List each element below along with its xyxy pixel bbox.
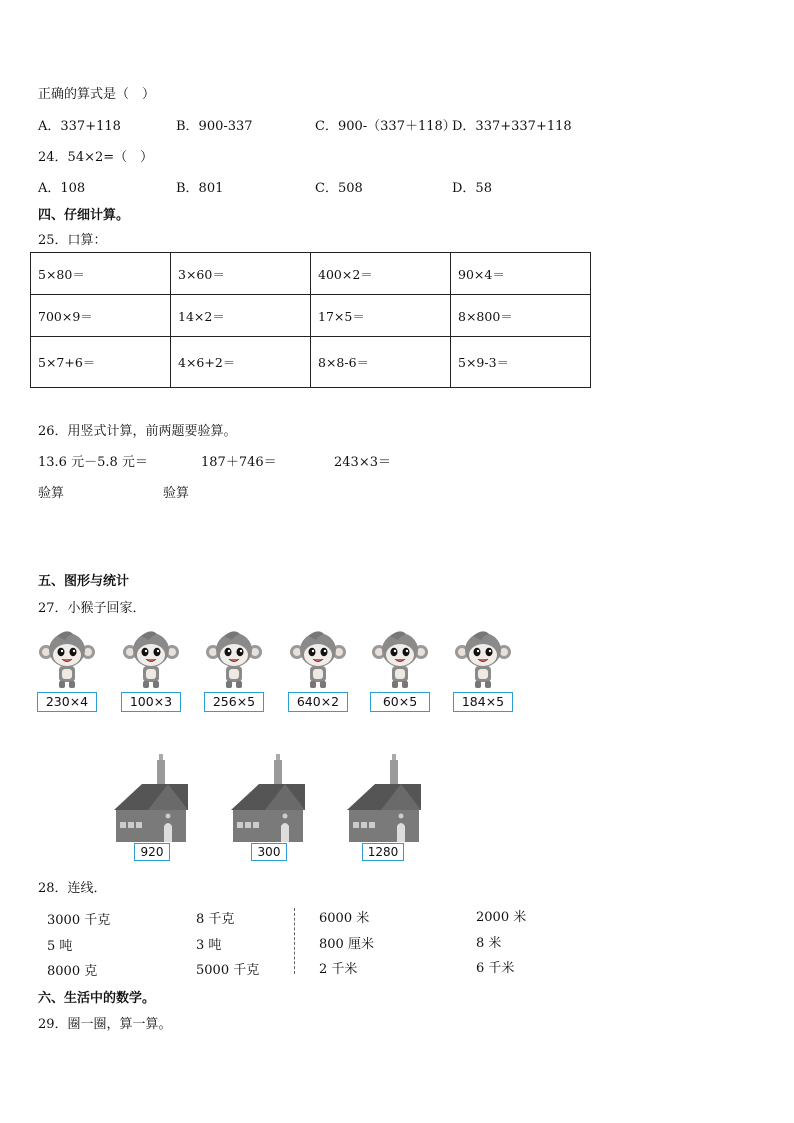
monkey-expression-3: 256×5 bbox=[204, 692, 264, 712]
section-heading-6: 六、生活中的数学。 bbox=[38, 991, 156, 1006]
q28-col3-item-3: 2 千米 bbox=[319, 962, 358, 977]
section-heading-4: 四、仔细计算。 bbox=[38, 208, 130, 223]
q26-stem: 26．用竖式计算，前两题要验算。 bbox=[38, 424, 237, 439]
divider-dashed bbox=[294, 908, 295, 974]
monkey-5-icon bbox=[370, 628, 430, 690]
q28-col3-item-2: 800 厘米 bbox=[319, 937, 374, 952]
monkey-expression-2: 100×3 bbox=[121, 692, 181, 712]
q25-table bbox=[30, 252, 591, 388]
q28-col4-item-1: 2000 米 bbox=[476, 910, 527, 925]
table-row bbox=[31, 295, 591, 337]
q28-col1-item-2: 5 吨 bbox=[47, 939, 73, 954]
q28-stem: 28．连线． bbox=[38, 881, 107, 896]
table-row bbox=[31, 337, 591, 388]
table-cell: 3×60＝ bbox=[171, 253, 311, 295]
q28-col1-item-3: 8000 克 bbox=[47, 964, 98, 979]
q24-option-d: D．58 bbox=[452, 181, 492, 196]
table-row bbox=[31, 253, 591, 295]
table-cell: 5×7+6＝ bbox=[31, 337, 171, 388]
monkey-6-icon bbox=[453, 628, 513, 690]
q24-option-c: C．508 bbox=[315, 181, 363, 196]
monkey-3-icon bbox=[204, 628, 264, 690]
q23-option-a: A．337+118 bbox=[38, 119, 121, 134]
q25-stem: 25．口算： bbox=[38, 233, 107, 248]
q27-stem: 27．小猴子回家． bbox=[38, 601, 146, 616]
q28-col1-item-1: 3000 千克 bbox=[47, 913, 111, 928]
q26-item-2: 187＋746＝ bbox=[201, 455, 277, 470]
q23-option-c: C．900-（337＋118） bbox=[315, 119, 456, 134]
q28-col4-item-2: 8 米 bbox=[476, 936, 502, 951]
table-cell: 14×2＝ bbox=[171, 295, 311, 337]
q28-col3-item-1: 6000 米 bbox=[319, 911, 370, 926]
q24-stem: 24．54×2=（ ） bbox=[38, 150, 154, 165]
house-number-3: 1280 bbox=[362, 843, 404, 861]
table-cell: 90×4＝ bbox=[451, 253, 591, 295]
table-cell: 8×800＝ bbox=[451, 295, 591, 337]
table-cell: 8×8-6＝ bbox=[311, 337, 451, 388]
house-2-icon bbox=[231, 754, 305, 842]
house-3-icon bbox=[347, 754, 421, 842]
monkey-expression-4: 640×2 bbox=[288, 692, 348, 712]
table-cell: 17×5＝ bbox=[311, 295, 451, 337]
house-number-2: 300 bbox=[251, 843, 287, 861]
q23-option-d: D．337+337+118 bbox=[452, 119, 572, 134]
table-cell: 400×2＝ bbox=[311, 253, 451, 295]
table-cell: 700×9＝ bbox=[31, 295, 171, 337]
q28-col2-item-2: 3 吨 bbox=[196, 938, 222, 953]
q24-option-a: A．108 bbox=[38, 181, 86, 196]
q28-col4-item-3: 6 千米 bbox=[476, 961, 515, 976]
table-cell: 5×80＝ bbox=[31, 253, 171, 295]
q26-item-1: 13.6 元－5.8 元＝ bbox=[38, 455, 148, 470]
check-label-1: 验算 bbox=[38, 486, 65, 501]
q23-stem: 正确的算式是（ ） bbox=[38, 87, 156, 102]
q23-option-b: B．900-337 bbox=[176, 119, 253, 134]
q26-item-3: 243×3＝ bbox=[334, 455, 391, 470]
house-1-icon bbox=[114, 754, 188, 842]
q24-option-b: B．801 bbox=[176, 181, 224, 196]
q28-col2-item-3: 5000 千克 bbox=[196, 963, 260, 978]
monkey-4-icon bbox=[288, 628, 348, 690]
monkey-expression-5: 60×5 bbox=[370, 692, 430, 712]
check-label-2: 验算 bbox=[163, 486, 190, 501]
monkey-expression-6: 184×5 bbox=[453, 692, 513, 712]
q28-col2-item-1: 8 千克 bbox=[196, 912, 235, 927]
q29-stem: 29．圈一圈，算一算。 bbox=[38, 1017, 172, 1032]
monkey-1-icon bbox=[37, 628, 97, 690]
monkey-expression-1: 230×4 bbox=[37, 692, 97, 712]
monkey-2-icon bbox=[121, 628, 181, 690]
table-cell: 5×9-3＝ bbox=[451, 337, 591, 388]
table-cell: 4×6+2＝ bbox=[171, 337, 311, 388]
section-heading-5: 五、图形与统计 bbox=[38, 574, 130, 589]
house-number-1: 920 bbox=[134, 843, 170, 861]
